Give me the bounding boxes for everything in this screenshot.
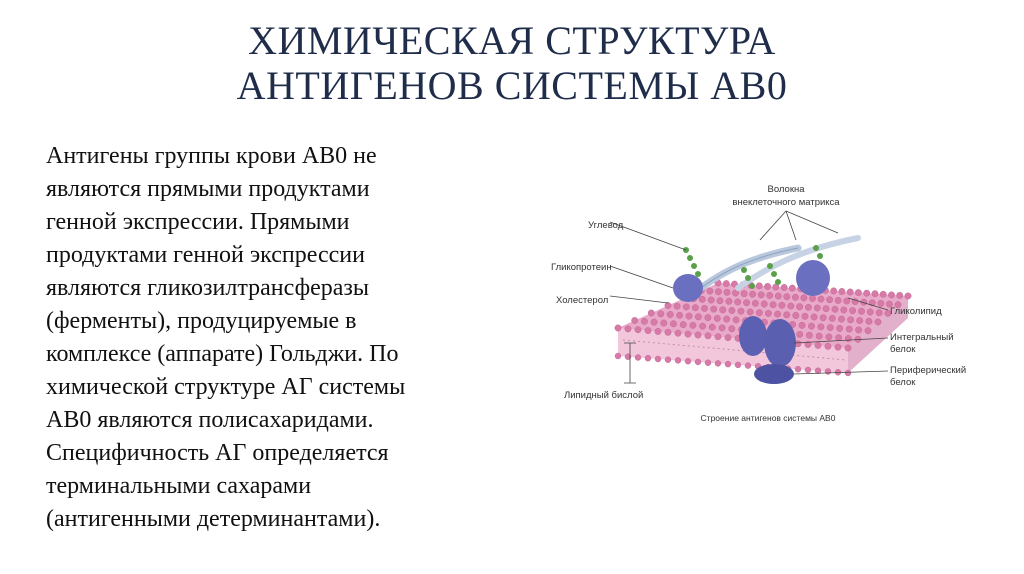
lipid-head-dot (808, 323, 814, 329)
lipid-head-dot (723, 280, 729, 286)
lipid-head-dot (825, 343, 831, 349)
body-line: терминальными сахарами (46, 473, 312, 499)
lipid-head-dot (761, 301, 767, 307)
lipid-head-dot (793, 312, 799, 318)
lipid-head-dot (876, 310, 882, 316)
label-glycolipid: Гликолипид (890, 306, 942, 317)
lipid-head-dot (849, 308, 855, 314)
lipid-head-dot (805, 367, 811, 373)
lipid-head-dot (820, 315, 826, 321)
lipid-head-dot (641, 318, 647, 324)
label-fibers-1: Волокна (767, 184, 805, 195)
lipid-head-dot (866, 318, 872, 324)
lipid-head-dot (680, 321, 686, 327)
lipid-head-dot (724, 316, 730, 322)
figure-caption: Строение антигенов системы АВ0 (700, 413, 836, 423)
lipid-head-dot (665, 302, 671, 308)
label-carbohydrate: Углевод (588, 220, 624, 231)
lipid-head-dot (845, 370, 851, 376)
title-line-1: ХИМИЧЕСКАЯ СТРУКТУРА (248, 18, 776, 63)
lipid-head-dot (888, 292, 894, 298)
lipid-head-dot (705, 314, 711, 320)
lipid-head-dot (699, 296, 705, 302)
lipid-head-dot (725, 361, 731, 367)
lipid-head-dot (615, 325, 621, 331)
lipid-head-dot (699, 323, 705, 329)
lipid-head-dot (635, 327, 641, 333)
lipid-head-dot (729, 307, 735, 313)
lipid-head-dot (837, 325, 843, 331)
lipid-head-dot (685, 358, 691, 364)
lipid-head-dot (831, 288, 837, 294)
lipid-head-dot (715, 289, 721, 295)
lipid-head-dot (735, 362, 741, 368)
lipid-head-dot (615, 353, 621, 359)
lipid-head-dot (789, 285, 795, 291)
lipid-head-dot (845, 335, 851, 341)
label-glycoprotein: Гликопротеин (551, 262, 612, 273)
lipid-head-dot (838, 316, 844, 322)
lipid-head-dot (796, 304, 802, 310)
lipid-head-dot (729, 326, 735, 332)
lipid-head-dot (846, 326, 852, 332)
body-line: (антигенными детерминантами). (46, 506, 381, 532)
lipid-head-dot (675, 357, 681, 363)
lipid-head-dot (805, 304, 811, 310)
lipid-head-dot (749, 291, 755, 297)
lipid-head-dot (801, 295, 807, 301)
lipid-head-dot (847, 317, 853, 323)
lipid-head-dot (648, 310, 654, 316)
lipid-head-dot (779, 302, 785, 308)
label-cholesterol: Холестерол (556, 295, 609, 306)
lipid-head-dot (651, 319, 657, 325)
lipid-head-dot (686, 313, 692, 319)
lipid-head-dot (635, 355, 641, 361)
body-line: Антигены группы крови АВ0 не (46, 143, 377, 169)
lipid-head-dot (847, 289, 853, 295)
lipid-head-dot (857, 317, 863, 323)
lipid-head-dot (835, 344, 841, 350)
label-integral-1: Интегральный (890, 332, 954, 343)
lipid-head-dot (839, 288, 845, 294)
lipid-head-dot (690, 322, 696, 328)
lipid-head-dot (695, 314, 701, 320)
lipid-head-dot (674, 303, 680, 309)
lipid-head-dot (725, 334, 731, 340)
lipid-head-dot (676, 312, 682, 318)
lipid-head-dot (661, 320, 667, 326)
lipid-head-dot (658, 311, 664, 317)
lipid-head-dot (756, 310, 762, 316)
lipid-head-dot (802, 313, 808, 319)
lipid-head-dot (815, 342, 821, 348)
lipid-head-dot (806, 332, 812, 338)
lipid-head-dot (747, 309, 753, 315)
lipid-head-dot (701, 305, 707, 311)
lipid-head-dot (827, 324, 833, 330)
body-line: Специфичность АГ определяется (46, 440, 389, 466)
lipid-head-dot (795, 366, 801, 372)
lipid-head-dot (655, 356, 661, 362)
lipid-head-dot (745, 363, 751, 369)
lipid-head-dot (692, 305, 698, 311)
lipid-head-dot (685, 331, 691, 337)
lipid-head-dot (724, 289, 730, 295)
lipid-head-dot (752, 300, 758, 306)
lipid-head-dot (781, 284, 787, 290)
lipid-head-dot (797, 331, 803, 337)
label-peripheral-1: Периферический (890, 365, 967, 376)
lipid-head-dot (738, 308, 744, 314)
lipid-head-dot (665, 329, 671, 335)
lipid-head-dot (823, 306, 829, 312)
lipid-head-dot (818, 296, 824, 302)
lipid-head-dot (788, 303, 794, 309)
lipid-head-dot (875, 319, 881, 325)
lipid-head-dot (720, 307, 726, 313)
lipid-head-dot (826, 334, 832, 340)
lipid-head-dot (667, 311, 673, 317)
lipid-head-dot (775, 293, 781, 299)
body-line: комплексе (аппарате) Гольджи. По (46, 341, 399, 367)
lipid-head-dot (735, 299, 741, 305)
lipid-head-dot (717, 298, 723, 304)
membrane-illustration (548, 178, 967, 438)
lipid-head-dot (867, 309, 873, 315)
title-line-2: АНТИГЕНОВ СИСТЕМЫ АВ0 (236, 63, 788, 108)
lipid-head-dot (767, 292, 773, 298)
label-integral-2: белок (890, 344, 916, 355)
lipid-head-dot (835, 297, 841, 303)
lipid-head-dot (897, 292, 903, 298)
label-lipid-bilayer: Липидный бислой (564, 390, 644, 401)
lipid-head-dot (695, 332, 701, 338)
lipid-head-dot (855, 289, 861, 295)
lipid-head-dot (645, 355, 651, 361)
lipid-head-dot (733, 317, 739, 323)
body-paragraph (46, 140, 516, 536)
lipid-head-dot (816, 333, 822, 339)
lipid-head-dot (844, 298, 850, 304)
lipid-head-dot (758, 292, 764, 298)
lipid-head-dot (858, 308, 864, 314)
body-line: (ферменты), продуцируемые в (46, 308, 357, 334)
body-line: являются гликозилтрансферазы (46, 275, 370, 301)
lipid-head-dot (655, 328, 661, 334)
lipid-head-dot (705, 333, 711, 339)
label-fibers-2: внеклеточного матрикса (732, 197, 840, 208)
body-line: продуктами генной экспрессии (46, 242, 365, 268)
body-line: являются прямыми продуктами (46, 176, 370, 202)
lipid-head-dot (792, 294, 798, 300)
lipid-head-dot (826, 297, 832, 303)
lipid-head-dot (784, 312, 790, 318)
body-line: химической структуре АГ системы (46, 374, 406, 400)
lipid-head-dot (784, 294, 790, 300)
lipid-head-dot (695, 359, 701, 365)
membrane-diagram (548, 178, 967, 438)
lipid-head-dot (811, 314, 817, 320)
lipid-head-dot (864, 290, 870, 296)
lipid-head-dot (715, 334, 721, 340)
body-line: генной экспрессии. Прямыми (46, 209, 350, 235)
lipid-head-dot (756, 283, 762, 289)
lipid-head-dot (832, 306, 838, 312)
lipid-head-dot (845, 345, 851, 351)
lipid-head-dot (715, 360, 721, 366)
lipid-head-dot (814, 305, 820, 311)
lipid-head-dot (670, 321, 676, 327)
lipid-head-dot (855, 327, 861, 333)
lipid-head-dot (711, 306, 717, 312)
lipid-head-dot (741, 290, 747, 296)
lipid-head-dot (714, 315, 720, 321)
lipid-head-dot (632, 317, 638, 323)
lipid-head-dot (743, 300, 749, 306)
lipid-head-dot (829, 315, 835, 321)
lipid-head-dot (880, 291, 886, 297)
lipid-head-dot (865, 328, 871, 334)
lipid-head-dot (809, 295, 815, 301)
lipid-head-dot (774, 311, 780, 317)
lipid-head-dot (709, 324, 715, 330)
label-peripheral-2: белок (890, 377, 916, 388)
lipid-head-dot (841, 307, 847, 313)
lipid-head-dot (665, 357, 671, 363)
lipid-head-dot (625, 326, 631, 332)
lipid-head-dot (705, 360, 711, 366)
slide-title (0, 18, 1024, 108)
lipid-head-dot (818, 324, 824, 330)
lipid-head-dot (770, 302, 776, 308)
lipid-head-dot (707, 288, 713, 294)
lipid-head-dot (764, 283, 770, 289)
lipid-head-dot (765, 310, 771, 316)
lipid-head-dot (708, 297, 714, 303)
lipid-head-dot (645, 327, 651, 333)
body-line: АВ0 являются полисахаридами. (46, 407, 374, 433)
lipid-head-dot (683, 304, 689, 310)
lipid-head-dot (878, 300, 884, 306)
lipid-head-dot (726, 298, 732, 304)
lipid-head-dot (719, 325, 725, 331)
lipid-head-dot (675, 330, 681, 336)
lipid-head-dot (799, 322, 805, 328)
lipid-head-dot (825, 369, 831, 375)
lipid-head-dot (905, 293, 911, 299)
lipid-head-dot (835, 335, 841, 341)
lipid-head-dot (872, 291, 878, 297)
